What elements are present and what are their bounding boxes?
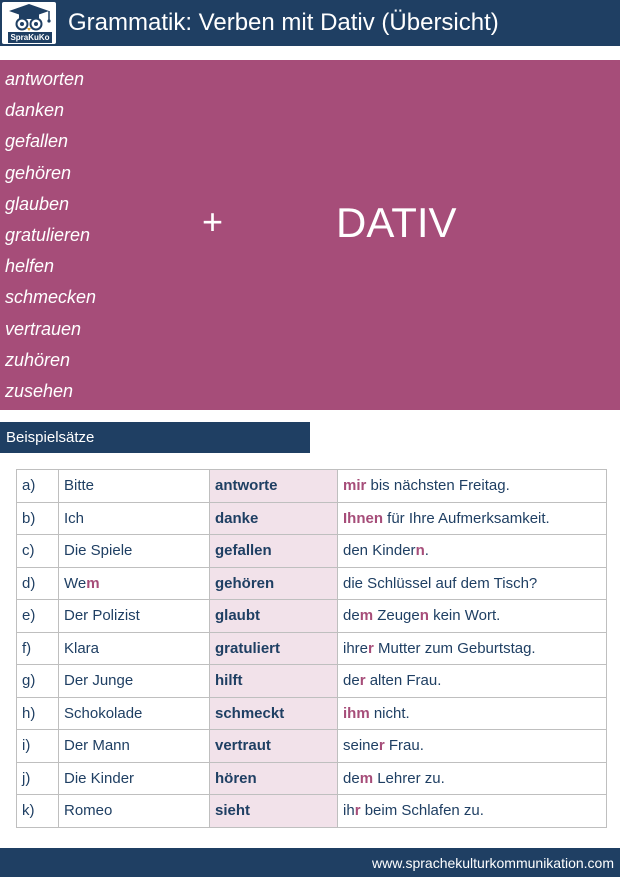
sentence-fragment: de [343,672,360,690]
example-letter: d) [17,567,59,600]
sentence-fragment: die Schlüssel auf dem Tisch? [343,574,538,592]
verb-item: antworten [5,69,85,89]
example-object [338,762,607,795]
example-verb: gratuliert [210,632,338,665]
example-verb: antworte [210,470,338,503]
example-row [17,600,607,633]
example-object [338,697,607,730]
example-subject [59,502,210,535]
sentence-fragment: für Ihre Aufmerksamkeit. [383,509,550,527]
verb-item: danken [5,100,65,121]
sentence-fragment: ih [343,802,355,820]
sentence-fragment: Ich [64,509,85,527]
example-row [17,697,607,730]
dative-marker: r [378,737,385,755]
case-label: DATIV [336,199,457,246]
sentence-fragment: We [64,574,87,592]
dative-marker: m [359,769,374,787]
sprakuko-logo [2,2,56,44]
sentence-fragment: de [343,607,360,625]
sentence-fragment: Der Polizist [64,607,140,625]
example-verb: schmeckt [210,697,338,730]
dative-marker: n [415,542,425,560]
dative-marker: r [359,672,366,690]
example-object [338,535,607,568]
footer-bar [0,848,620,877]
sentence-fragment: Die Spiele [64,542,133,560]
header-bar [0,0,620,46]
example-letter: f) [17,632,59,665]
example-object [338,567,607,600]
example-object [338,632,607,665]
sentence-fragment: nicht. [369,704,410,722]
sentence-fragment: Romeo [64,802,113,820]
sentence-fragment: seine [343,737,379,755]
verb-item: helfen [5,256,55,277]
sentence-fragment: Mutter zum Geburtstag. [373,639,536,657]
section-title: Beispielsätze [0,422,310,453]
sentence-fragment: Die Kinder [64,769,135,787]
verb-item: schmecken [5,287,97,308]
example-verb: sieht [210,795,338,828]
verb-item: glauben [5,193,70,214]
example-letter: i) [17,730,59,763]
example-row [17,795,607,828]
dative-marker: r [354,802,361,820]
footer-url: www.sprachekulturkommunikation.com [372,855,614,871]
example-verb: hilft [210,665,338,698]
verb-panel [0,60,620,410]
sentence-fragment: Bitte [64,477,95,495]
example-object [338,730,607,763]
example-subject [59,567,210,600]
sentence-fragment: Schokolade [64,704,143,722]
dative-marker: ihm [343,704,370,722]
example-verb: gefallen [210,535,338,568]
example-letter: c) [17,535,59,568]
sentence-fragment: den Kinder [343,542,416,560]
sentence-fragment: . [424,542,429,560]
sentence-fragment: Zeuge [373,607,420,625]
dative-marker: r [368,639,374,657]
example-subject [59,730,210,763]
example-object [338,502,607,535]
example-verb: gehören [210,567,338,600]
sentence-fragment: bis nächsten Freitag. [366,477,510,495]
example-subject [59,535,210,568]
example-row [17,665,607,698]
example-row [17,762,607,795]
example-object [338,470,607,503]
example-verb: vertraut [210,730,338,763]
example-subject [59,470,210,503]
dative-marker: mir [343,477,367,495]
verb-item: gratulieren [5,224,91,245]
sentence-fragment: de [343,769,360,787]
example-letter: b) [17,502,59,535]
verb-list [5,64,96,407]
sentence-fragment: beim Schlafen zu. [360,802,484,820]
example-row [17,470,607,503]
example-row [17,730,607,763]
verb-item: gefallen [5,131,69,152]
example-row [17,632,607,665]
examples-table [16,469,607,828]
example-verb: glaubt [210,600,338,633]
page-title: Grammatik: Verben mit Dativ (Übersicht) [68,9,499,36]
example-letter: k) [17,795,59,828]
example-letter: g) [17,665,59,698]
example-letter: j) [17,762,59,795]
dative-marker: Ihnen [343,509,383,527]
dative-marker: m [86,574,100,592]
verb-item: zusehen [5,380,74,401]
sentence-fragment: Lehrer zu. [373,769,445,787]
example-object [338,795,607,828]
example-letter: e) [17,600,59,633]
example-subject [59,762,210,795]
sentence-fragment: kein Wort. [428,607,501,625]
example-row [17,535,607,568]
example-subject [59,697,210,730]
example-subject [59,795,210,828]
example-verb: hören [210,762,338,795]
sentence-fragment: Der Junge [64,672,134,690]
verb-item: vertrauen [5,318,82,339]
example-row [17,502,607,535]
logo-text: SpraKuKo [8,32,52,43]
example-subject [59,632,210,665]
example-object [338,665,607,698]
example-verb: danke [210,502,338,535]
sentence-fragment: ihre [343,639,369,657]
dative-marker: n [419,607,429,625]
example-letter: a) [17,470,59,503]
example-letter: h) [17,697,59,730]
example-row [17,567,607,600]
sentence-fragment: Der Mann [64,737,130,755]
plus-sign: + [202,201,224,242]
verb-item: zuhören [5,349,71,370]
dative-marker: m [359,607,374,625]
example-object [338,600,607,633]
sentence-fragment: Klara [64,639,100,657]
example-subject [59,600,210,633]
verb-item: gehören [5,162,72,183]
sentence-fragment: alten Frau. [365,672,442,690]
sentence-fragment: Frau. [384,737,424,755]
example-subject [59,665,210,698]
